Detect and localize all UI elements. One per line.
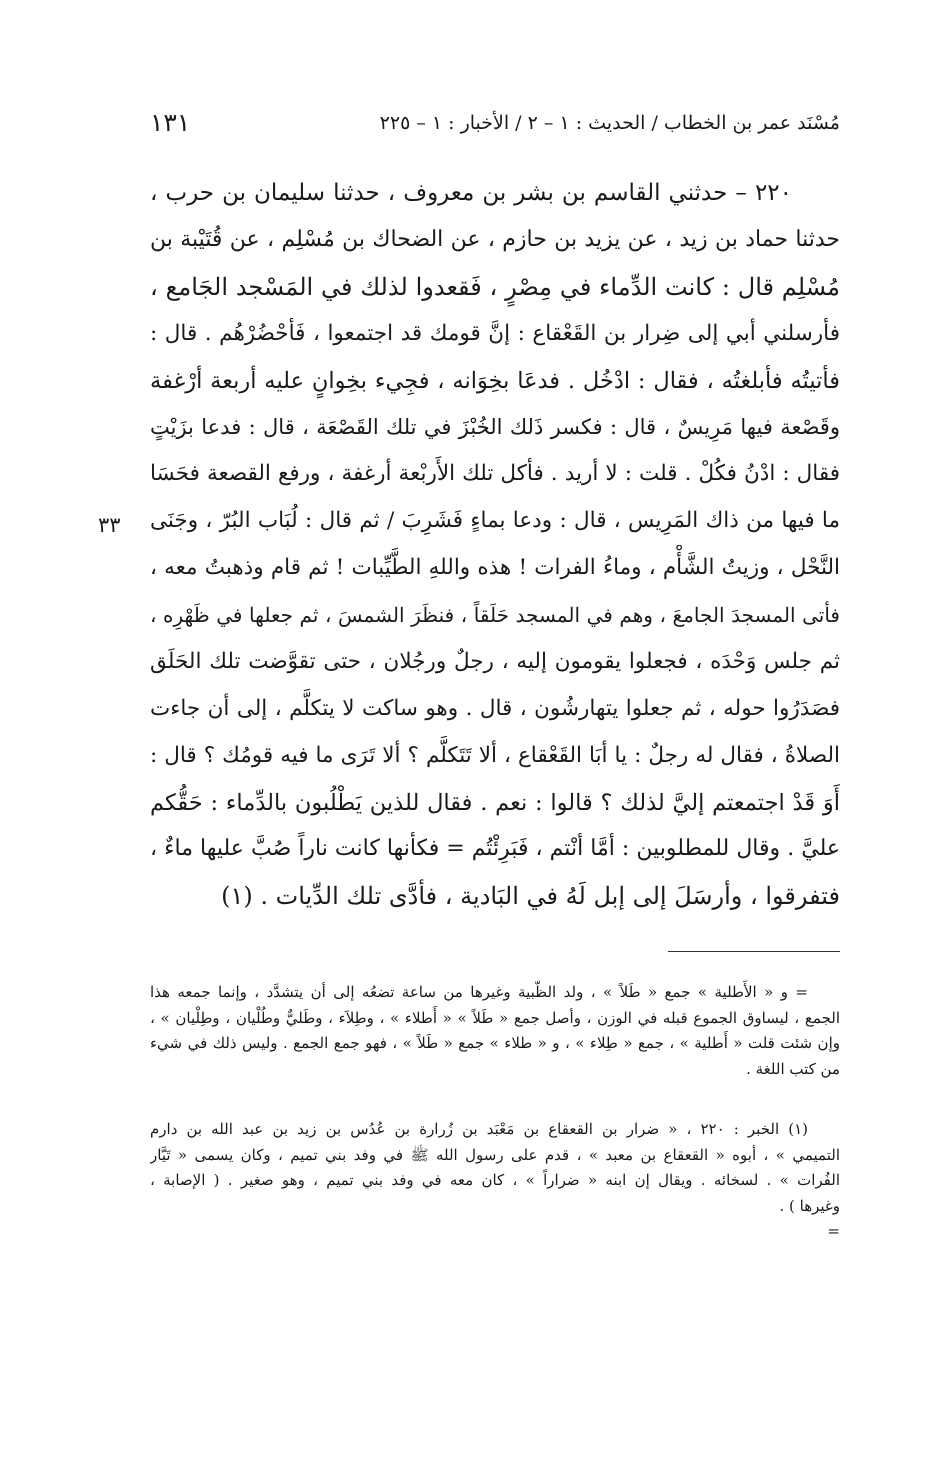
footnote-line: الجمع ، ليساوق الجموع قبله في الوزن ، وأصل جمع « طَلاً » « أَطلاء » ، وطِلاَء ، وطَليٌّ وطُلْيان ، وطِلْيان » ،	[150, 1008, 840, 1027]
text-line: فصَدَرُوا حوله ، ثم جعلوا يتهارشُون ، قال . وهو ساكت لا يتكلَّم ، إلى أن جاءت	[150, 695, 840, 721]
running-head	[150, 108, 840, 148]
footnote-1	[150, 1117, 840, 1245]
text-line: النَّحْل ، وزيتُ الشَّأْم ، وماءُ الفرات ! هذه واللهِ الطَّيِّبات ! ثم قام وذهبتُ معه ،	[150, 555, 840, 581]
footnote-line: وغيرها ) .	[779, 1196, 840, 1215]
footnote-line: = و « الأَطلية » جمع « طَلاً » ، ولد الظَّبية وغيرها من ساعة تضعُه إلى أن يتشدَّد ، وإنما جمعه هذا	[150, 983, 808, 1001]
text-line: ٢٢٠ – حدثني القاسم بن بشر بن معروف ، حدثنا سليمان بن حرب ،	[150, 180, 792, 206]
text-line: فأرسلني أبي إلى ضِرار بن القَعْقاع : إنَّ قومك قد اجتمعوا ، فَأحْضُرْهُم . قال :	[150, 320, 840, 346]
running-head-title: مُسْنَد عمر بن الخطاب / الحديث : ١ – ٢ / الأخبار : ١ – ٢٢٥	[379, 112, 840, 134]
page-number: ١٣١	[150, 108, 191, 137]
footnote-line: (١) الخبر : ٢٢٠ ، « ضرار بن القعقاع بن مَعْبَد بن زُرارة بن عُدُس بن زيد بن عبد الله بن دارم	[150, 1120, 809, 1138]
text-line: ما فيها من ذاك المَرِيس ، قال : ودعا بماءٍ فَشَرِبَ / ثم قال : لُبَاب البُرّ ، وجَنَى	[150, 508, 840, 534]
footnote-line: من كتب اللغة .	[746, 1059, 840, 1078]
text-line: عليَّ . وقال للمطلوبين : أمَّا أنْتم ، فَبَرِئْتُم = فكأنها كانت ناراً صُبَّ عليها ماءٌ ،	[150, 836, 840, 862]
footnote-separator-rule	[668, 951, 840, 952]
footnote-line: وإن شئت قلت « أَطلية » ، جمع « طِلاء » ، و « طلاء » جمع « طَلاً » ، فهو جمع الجمع . وليس ذلك في شيء	[150, 1034, 840, 1052]
text-line: ثم جلس وَحْدَه ، فجعلوا يقومون إليه ، رجلٌ ورجُلان ، حتى تقوَّضت تلك الحَلَق	[150, 648, 840, 674]
footnote-continuation	[150, 980, 840, 1082]
footnote-line: الفُرات » . لسخائه . ويقال إن ابنه « ضراراً » ، كان معه في وفد بني تميم ، وهو صغير . ( الإصابة ،	[150, 1171, 840, 1189]
text-line: وقَصْعة فيها مَرِيسٌ ، قال : فكسر ذَلك الخُبْزَ في تلك القَصْعَة ، قال : فدعا بزَيْتٍ	[150, 415, 840, 440]
text-line: فقال : ادْنُ فكُلْ . قلت : لا أريد . فأكل تلك الأَربْعة أرغفة ، ورفع القصعة فحَسَا	[150, 461, 840, 487]
text-line: فتفرقوا ، وأرسَلَ إلى إبل لَهُ في البَادية ، فأدَّى تلك الدِّيات . (١)	[221, 882, 840, 911]
footnote-continues-mark: =	[827, 1222, 840, 1240]
footnote-line: التميمي » ، أبوه « القعقاع بن معبد » ، قدم على رسول الله ﷺ في وفد بني تميم ، وكان يسمى « تَيَّار	[150, 1145, 840, 1164]
text-line: فأتى المسجدَ الجامعَ ، وهم في المسجد حَلَقاً ، فنظَرَ الشمسَ ، ثم جعلها في ظَهْرِه ،	[150, 603, 840, 628]
text-line: مُسْلِم قال : كانت الدِّماء في مِصْرٍ ، فَقعدوا لذلك في المَسْجد الجَامع ،	[150, 272, 840, 301]
hadith-text	[150, 170, 840, 920]
text-line: الصلاةُ ، فقال له رجلٌ : يا أبَا القَعْقاع ، ألا تَتَكلَّم ؟ ألا تَرَى ما فيه قومُك ؟ قال :	[150, 742, 840, 768]
margin-volume-page-number: ٣٣	[98, 513, 121, 537]
text-line: أَوَ قَدْ اجتمعتم إليَّ لذلك ؟ قالوا : نعم . فقال للذين يَطْلُبون بالدِّماء : حَقُّكم	[150, 789, 840, 816]
text-line: حدثنا حماد بن زيد ، عن يزيد بن حازم ، عن الضحاك بن مُسْلِم ، عن قُتَيْبة بن	[150, 226, 840, 252]
text-line: فأتيتُه فأبلغتُه ، فقال : ادْخُل . فدعَا بخِوَانه ، فجِيء بخِوانٍ عليه أربعة أرْغفة	[150, 367, 840, 394]
